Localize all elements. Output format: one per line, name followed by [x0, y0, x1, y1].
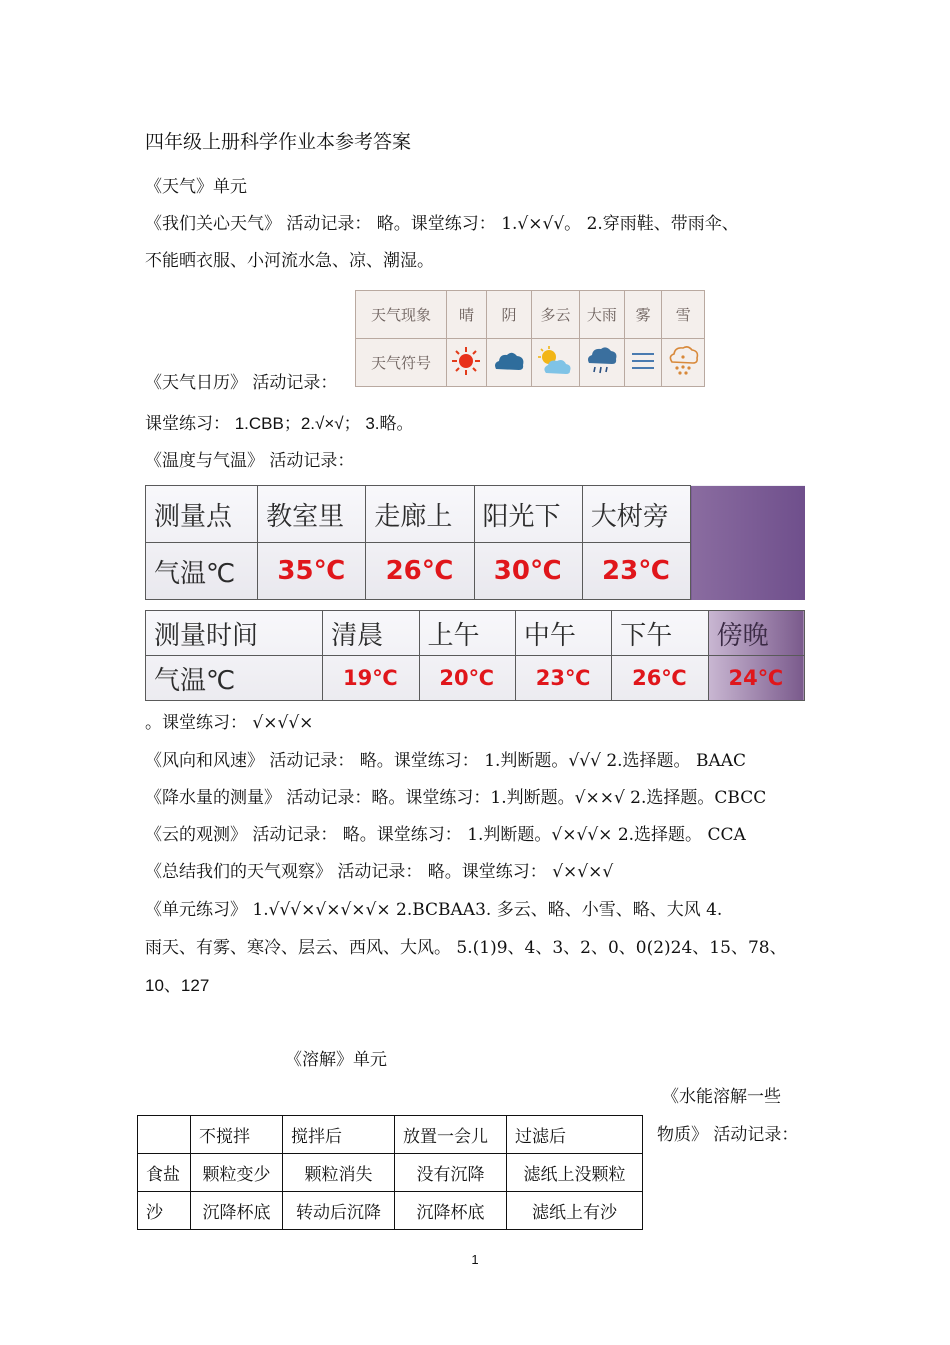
- fog-cell: [624, 339, 661, 387]
- temperature-label: 《温度与气温》 活动记录：: [145, 451, 355, 471]
- time-cell: 上午: [419, 611, 515, 656]
- weather-unit-heading: 《天气》单元: [145, 177, 247, 197]
- row-label-phenomenon: 天气现象: [356, 291, 447, 339]
- phenomenon-cell: 多云: [532, 291, 580, 339]
- row-label-temperature: 气温℃: [146, 543, 258, 600]
- phenomenon-cell: 阴: [486, 291, 531, 339]
- photo-background-edge: [691, 486, 806, 600]
- phenomenon-cell: 大雨: [579, 291, 624, 339]
- table-cell: 颗粒消失: [283, 1154, 395, 1192]
- temperature-by-time-table: [145, 610, 805, 701]
- dissolve-activity-label-1: 《水能溶解一些: [662, 1087, 781, 1107]
- row-label-time: 测量时间: [146, 611, 323, 656]
- table-cell: 沉降杯底: [191, 1192, 283, 1230]
- partly-cloudy-icon: [537, 346, 573, 376]
- unit-exercise-answers-3: 10、127: [145, 976, 210, 995]
- cloud-answers: 《云的观测》 活动记录： 略。课堂练习： 1.判断题。√×√√× 2.选择题。 CCA: [145, 825, 746, 845]
- unit-exercise-answers-1: 《单元练习》 1.√√√×√×√×√× 2.BCBAA3. 多云、略、小雪、略、大风 4.: [145, 900, 723, 920]
- weather-calendar-label: 《天气日历》 活动记录：: [145, 373, 338, 393]
- table-cell: 滤纸上没颗粒: [507, 1154, 643, 1192]
- time-cell: 清晨: [323, 611, 419, 656]
- summary-answers: 《总结我们的天气观察》 活动记录： 略。课堂练习： √×√×√: [145, 862, 614, 882]
- page-number: 1: [471, 1252, 479, 1267]
- location-cell: 大树旁: [582, 486, 690, 543]
- header-cell: 放置一会儿: [395, 1116, 507, 1154]
- dissolving-record-table: [137, 1115, 643, 1230]
- answer-line-caring-weather: 《我们关心天气》 活动记录： 略。课堂练习： 1.√×√√。 2.穿雨鞋、带雨伞、: [145, 214, 739, 234]
- header-cell: 不搅拌: [191, 1116, 283, 1154]
- unit-exercise-answers-2: 雨天、有雾、寒冷、层云、西风、大风。 5.(1)9、4、3、2、0、0(2)24、15、78、: [145, 938, 787, 958]
- table-cell: 滤纸上有沙: [507, 1192, 643, 1230]
- rainfall-answers: 《降水量的测量》 活动记录：略。课堂练习：1.判断题。√××√ 2.选择题。CBCC: [145, 788, 767, 808]
- wind-answers: 《风向和风速》 活动记录： 略。课堂练习： 1.判断题。√√√ 2.选择题。 BAAC: [145, 751, 747, 771]
- table-cell: 沙: [138, 1192, 191, 1230]
- temperature-by-location-table: [145, 485, 805, 600]
- header-cell: [138, 1116, 191, 1154]
- header-cell: 搅拌后: [283, 1116, 395, 1154]
- location-cell: 走廊上: [366, 486, 474, 543]
- location-cell: 教室里: [258, 486, 366, 543]
- row-label-symbol: 天气符号: [356, 339, 447, 387]
- temperature-value: 30℃: [474, 543, 582, 600]
- temperature-value: 24℃: [708, 656, 804, 701]
- weather-symbol-table: [355, 290, 705, 387]
- partly-cloudy-cell: [532, 339, 580, 387]
- answer-line-caring-weather-2: 不能晒衣服、小河流水急、凉、潮湿。: [145, 251, 434, 271]
- table-cell: 食盐: [138, 1154, 191, 1192]
- temperature-value: 35℃: [258, 543, 366, 600]
- phenomenon-cell: 雪: [662, 291, 705, 339]
- snow-icon: [667, 345, 699, 377]
- time-cell: 下午: [612, 611, 708, 656]
- heavy-rain-icon: [585, 345, 619, 377]
- temperature-value: 26℃: [612, 656, 708, 701]
- snow-cell: [662, 339, 705, 387]
- row-label-location: 测量点: [146, 486, 258, 543]
- phenomenon-cell: 晴: [447, 291, 487, 339]
- dissolve-unit-heading: 《溶解》单元: [285, 1050, 387, 1070]
- location-cell: 阳光下: [474, 486, 582, 543]
- temperature-value: 23℃: [582, 543, 690, 600]
- temperature-value: 23℃: [515, 656, 611, 701]
- row-label-temperature: 气温℃: [146, 656, 323, 701]
- page-title: 四年级上册科学作业本参考答案: [145, 131, 412, 153]
- temperature-practice-answers: 。课堂练习： √×√√×: [145, 713, 314, 733]
- sunny-cell: [447, 339, 487, 387]
- time-cell: 傍晚: [708, 611, 804, 656]
- sunny-icon: [451, 346, 481, 376]
- heavy-rain-cell: [579, 339, 624, 387]
- phenomenon-cell: 雾: [624, 291, 661, 339]
- temperature-value: 19℃: [323, 656, 419, 701]
- overcast-cell: [486, 339, 531, 387]
- overcast-icon: [492, 349, 526, 373]
- calendar-practice-answers: 课堂练习： 1.CBB；2.√×√； 3.略。: [145, 414, 414, 433]
- table-cell: 没有沉降: [395, 1154, 507, 1192]
- dissolve-activity-label-2: 物质》 活动记录：: [657, 1125, 799, 1145]
- time-cell: 中午: [515, 611, 611, 656]
- table-cell: 沉降杯底: [395, 1192, 507, 1230]
- temperature-value: 20℃: [419, 656, 515, 701]
- temperature-value: 26℃: [366, 543, 474, 600]
- fog-icon: [629, 350, 657, 372]
- table-cell: 转动后沉降: [283, 1192, 395, 1230]
- header-cell: 过滤后: [507, 1116, 643, 1154]
- table-cell: 颗粒变少: [191, 1154, 283, 1192]
